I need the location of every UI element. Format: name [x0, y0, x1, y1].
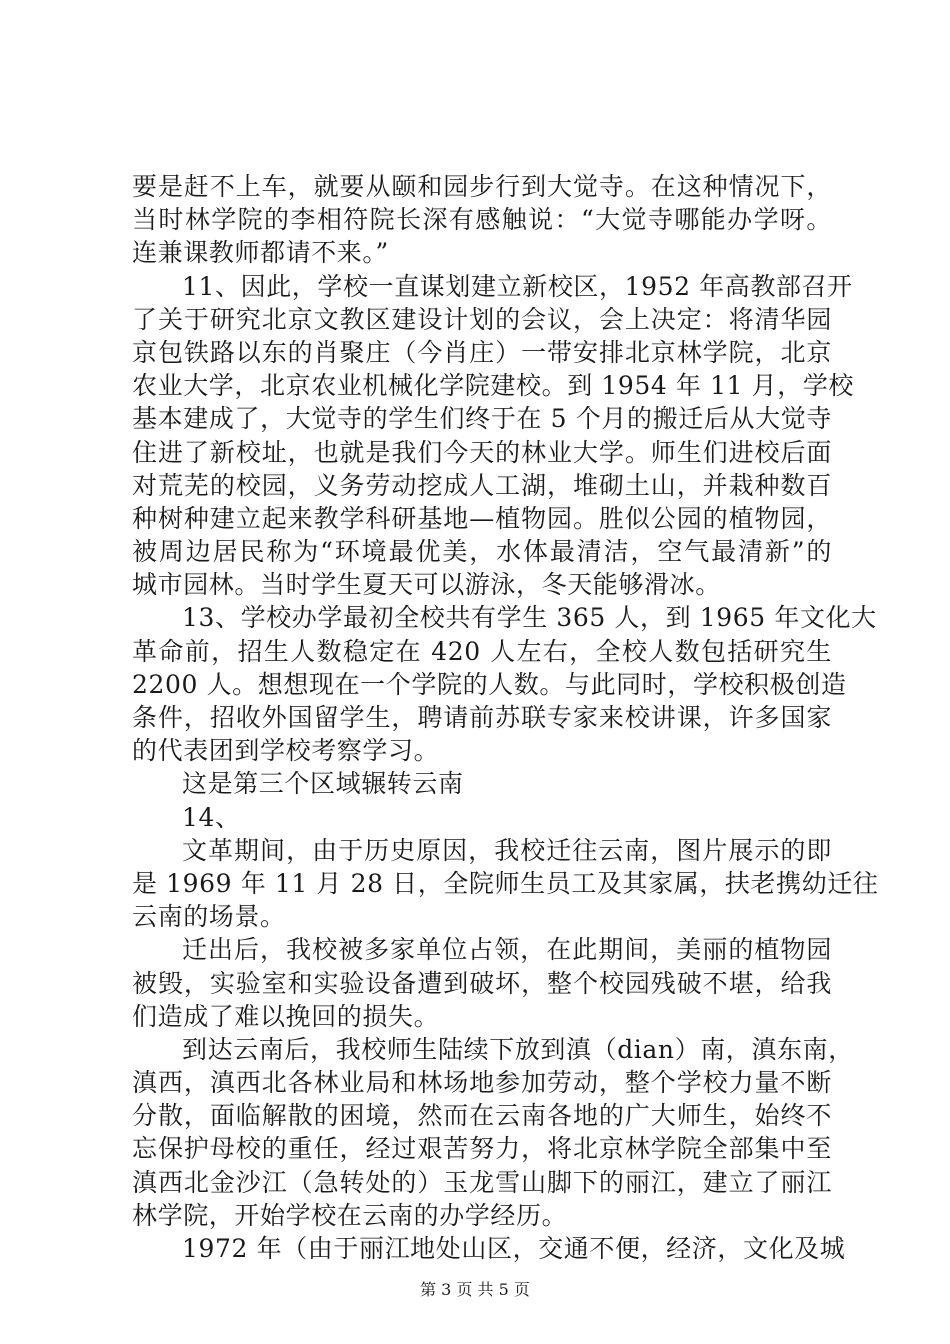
paragraph — [132, 801, 832, 834]
text-line: 的代表团到学校考察学习。 — [132, 736, 440, 766]
text-line: 被毁，实验室和实验设备遭到破坏，整个校园残破不堪，给我 — [132, 968, 832, 998]
text-line: 对荒芜的校园，义务劳动挖成人工湖，堆砌土山，并栽种数百 — [132, 470, 832, 500]
text-line: 11、因此，学校一直谋划建立新校区，1952 年高教部召开 — [182, 271, 853, 301]
text-line: 分散，面临解散的困境，然而在云南各地的广大师生，始终不 — [132, 1101, 832, 1131]
text-line: 城市园林。当时学生夏天可以游泳，冬天能够滑冰。 — [132, 570, 721, 600]
text-line: 是 1969 年 11 月 28 日，全院师生员工及其家属，扶老携幼迁往 — [132, 868, 879, 898]
text-line: 连兼课教师都请不来。” — [132, 238, 389, 268]
text-line: 被周边居民称为“环境最优美，水体最清洁，空气最清新”的 — [132, 537, 832, 567]
text-line: 基本建成了，大觉寺的学生们终于在 5 个月的搬迁后从大觉寺 — [132, 404, 832, 434]
text-line: 迁出后，我校被多家单位占领，在此期间，美丽的植物园 — [182, 935, 832, 965]
text-line: 农业大学，北京农业机械化学院建校。到 1954 年 11 月，学校 — [132, 371, 855, 401]
text-line: 云南的场景。 — [132, 902, 286, 932]
text-line: 条件，招收外国留学生，聘请前苏联专家来校讲课，许多国家 — [132, 703, 832, 732]
text-line: 京包铁路以东的肖聚庄（今肖庄）一带安排北京林学院，北京 — [132, 337, 832, 367]
text-line: 这是第三个区域辗转云南 — [182, 769, 464, 799]
text-line: 革命前，招生人数稳定在 420 人左右，全校人数包括研究生 — [132, 636, 832, 666]
paragraph — [132, 170, 832, 270]
paragraph — [132, 767, 832, 800]
text-line: 忘保护母校的重任，经过艰苦努力，将北京林学院全部集中至 — [132, 1134, 832, 1164]
text-line: 13、学校办学最初全校共有学生 365 人，到 1965 年文化大 — [182, 603, 877, 633]
paragraph — [132, 1232, 846, 1265]
text-line: 林学院，开始学校在云南的办学经历。 — [132, 1200, 568, 1230]
document-body — [132, 170, 879, 1265]
text-line: 要是赶不上车，就要从颐和园步行到大觉寺。在这种情况下， — [132, 172, 832, 201]
paragraph — [132, 834, 879, 934]
text-line: 滇西，滇西北各林业局和林场地参加劳动，整个学校力量不断 — [132, 1068, 832, 1098]
text-line: 到达云南后，我校师生陆续下放到滇（dian）南，滇东南， — [182, 1034, 854, 1064]
text-line: 文革期间，由于历史原因，我校迁往云南，图片展示的即 — [182, 835, 832, 865]
paragraph — [132, 933, 832, 1033]
paragraph — [132, 601, 877, 767]
text-line: 1972 年（由于丽江地处山区，交通不便，经济，文化及城 — [182, 1234, 846, 1263]
text-line: 当时林学院的李相符院长深有感触说：“大觉寺哪能办学呀。 — [132, 205, 832, 235]
text-line: 们造成了难以挽回的损失。 — [132, 1001, 440, 1031]
text-line: 2200 人。想想现在一个学院的人数。与此同时，学校积极创造 — [132, 669, 847, 699]
paragraph — [132, 270, 855, 602]
text-line: 14、 — [182, 802, 241, 832]
text-line: 了关于研究北京文教区建设计划的会议，会上决定：将清华园 — [132, 304, 832, 334]
text-line: 滇西北金沙江（急转处的）玉龙雪山脚下的丽江，建立了丽江 — [132, 1167, 832, 1197]
page-footer: 第 3 页 共 5 页 — [420, 1280, 530, 1299]
text-line: 种树种建立起来教学科研基地—植物园。胜似公园的植物园， — [132, 503, 832, 533]
paragraph — [132, 1033, 854, 1232]
text-line: 住进了新校址，也就是我们今天的林业大学。师生们进校后面 — [132, 437, 832, 467]
